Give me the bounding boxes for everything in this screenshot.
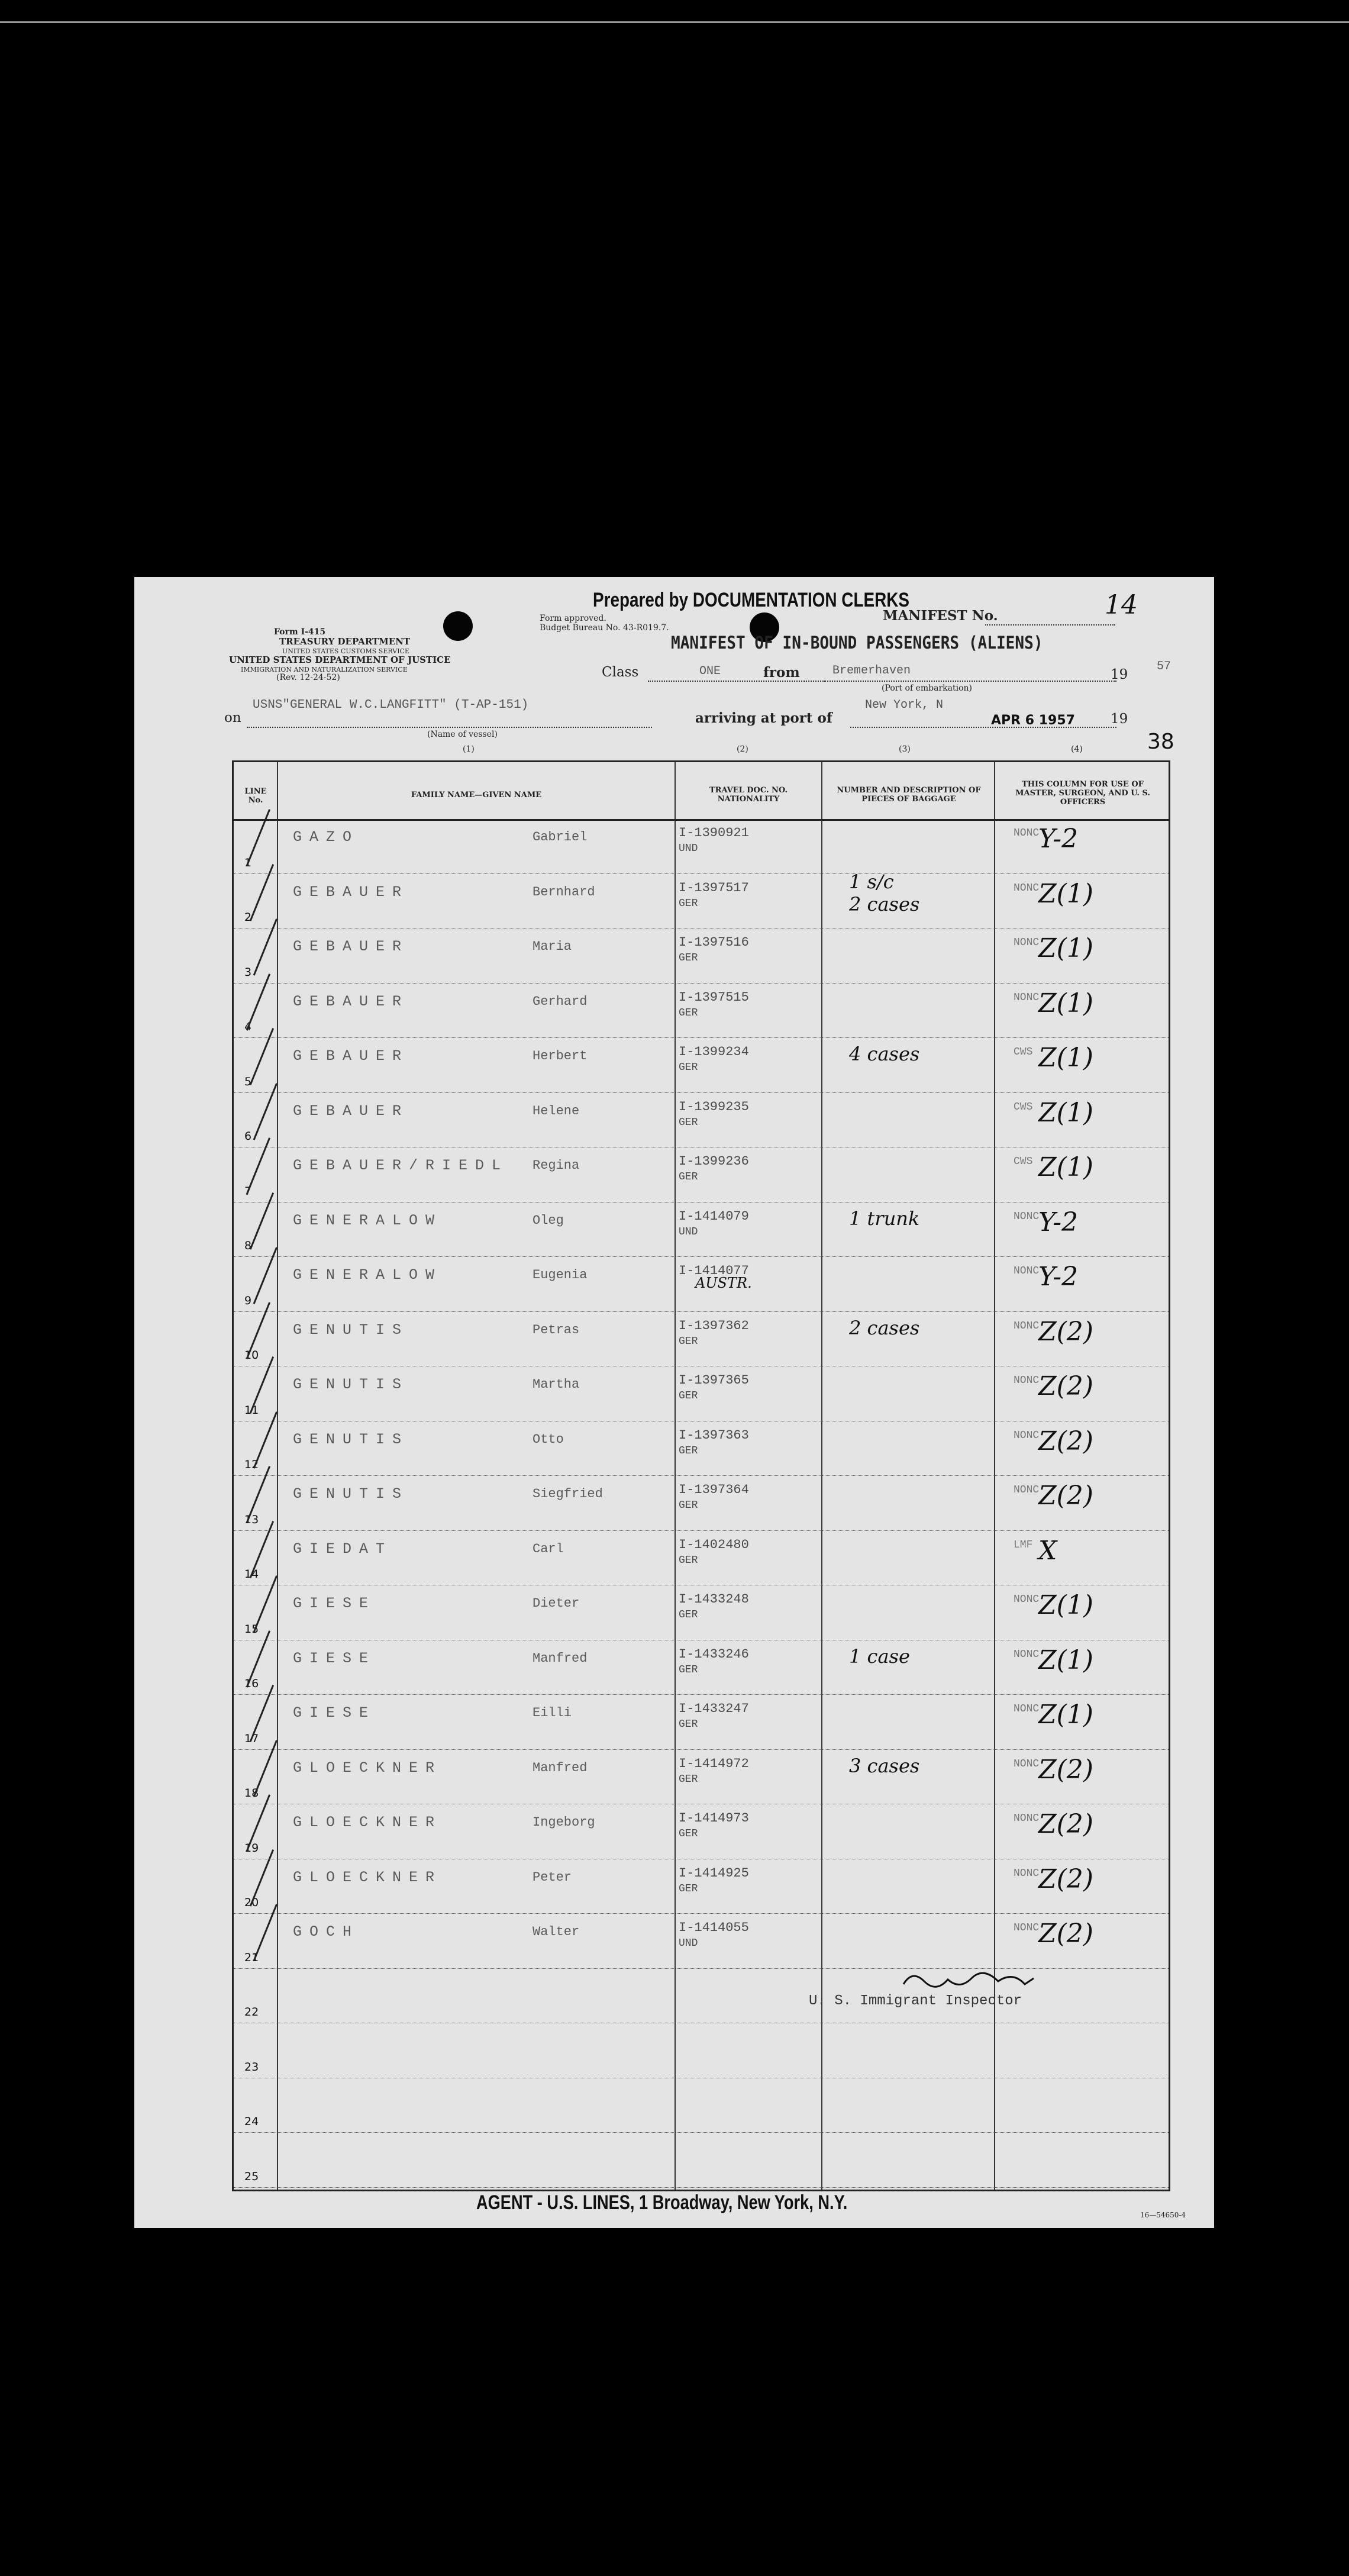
given-name: Oleg bbox=[532, 1213, 564, 1228]
nationality: GER bbox=[679, 1663, 698, 1676]
officer-code: NONC bbox=[1014, 1320, 1040, 1332]
line-number: 2 bbox=[244, 911, 252, 924]
line-number: 18 bbox=[244, 1787, 259, 1800]
line-number: 25 bbox=[244, 2169, 259, 2183]
agent-stamp: AGENT - U.S. LINES, 1 Broadway, New York, N.Y. bbox=[476, 2191, 848, 2214]
year-prefix-2: 19 bbox=[1111, 711, 1128, 727]
nationality: GER bbox=[679, 1554, 698, 1566]
column-number-4: (4) bbox=[1071, 744, 1083, 754]
vessel-caption: (Name of vessel) bbox=[427, 730, 498, 739]
column-number-1: (1) bbox=[463, 744, 475, 754]
officer-code: NONC bbox=[1014, 991, 1040, 1004]
baggage-description: 1 case bbox=[849, 1645, 910, 1668]
year-prefix-1: 19 bbox=[1111, 667, 1128, 682]
line-number: 22 bbox=[244, 2006, 259, 2019]
family-name: GEBAUER bbox=[293, 1047, 409, 1065]
line-number: 20 bbox=[244, 1896, 259, 1909]
table-row bbox=[234, 1640, 1169, 1695]
nationality: GER bbox=[679, 1335, 698, 1347]
line-number: 19 bbox=[244, 1841, 259, 1855]
inspector-caption: U. S. Immigrant Inspector bbox=[809, 1993, 1022, 2009]
manifest-no-label: MANIFEST No. bbox=[883, 608, 998, 624]
nationality: GER bbox=[679, 1007, 698, 1019]
travel-doc-number: I-1397515 bbox=[679, 989, 749, 1005]
officer-mark: Z(2) bbox=[1038, 1919, 1093, 1949]
nationality: GER bbox=[679, 1773, 698, 1785]
table-row bbox=[234, 870, 1169, 929]
family-name: GLOECKNER bbox=[293, 1868, 443, 1886]
travel-doc-number: I-1397517 bbox=[679, 880, 749, 895]
manifest-number: 14 bbox=[1105, 590, 1138, 620]
family-name: GEBAUER bbox=[293, 1102, 409, 1120]
line-number: 16 bbox=[244, 1677, 259, 1690]
treasury-dept: TREASURY DEPARTMENT bbox=[279, 636, 411, 647]
officer-mark: Z(1) bbox=[1038, 1700, 1093, 1730]
line-number: 5 bbox=[244, 1075, 252, 1088]
baggage-description: 2 cases bbox=[849, 1316, 920, 1339]
table-row bbox=[234, 1421, 1169, 1476]
family-name: GIESE bbox=[293, 1649, 376, 1667]
nationality: UND bbox=[679, 1226, 698, 1238]
class-line bbox=[648, 681, 825, 682]
table-row bbox=[234, 1366, 1169, 1421]
table-row bbox=[234, 1750, 1169, 1805]
column-number-2: (2) bbox=[737, 744, 748, 754]
given-name: Petras bbox=[532, 1322, 580, 1337]
travel-doc-number: I-1397364 bbox=[679, 1482, 749, 1497]
officer-code: NONC bbox=[1014, 827, 1040, 839]
table-row bbox=[234, 1147, 1169, 1202]
officer-mark: X bbox=[1038, 1535, 1057, 1566]
officer-mark: Z(2) bbox=[1038, 1809, 1093, 1839]
officer-code: NONC bbox=[1014, 1375, 1040, 1387]
given-name: Eugenia bbox=[532, 1268, 588, 1282]
travel-doc-number: I-1399234 bbox=[679, 1044, 749, 1059]
travel-doc-number: I-1397365 bbox=[679, 1373, 749, 1388]
officer-mark: Z(1) bbox=[1038, 1645, 1093, 1675]
column-travel-doc: TRAVEL DOC. NO. NATIONALITY bbox=[709, 786, 788, 804]
table-row bbox=[234, 1531, 1169, 1586]
family-name: GENUTIS bbox=[293, 1376, 409, 1393]
travel-doc-number: I-1399235 bbox=[679, 1099, 749, 1114]
ins-service: IMMIGRATION AND NATURALIZATION SERVICE bbox=[241, 666, 408, 673]
baggage-description: 1 s/c 2 cases bbox=[849, 870, 920, 915]
given-name: Otto bbox=[532, 1432, 564, 1447]
officer-code: NONC bbox=[1014, 1867, 1040, 1879]
nationality: GER bbox=[679, 1500, 698, 1511]
line-number: 15 bbox=[244, 1622, 259, 1636]
officer-code: NONC bbox=[1014, 1813, 1040, 1824]
line-number: 11 bbox=[244, 1403, 259, 1417]
family-name: GIEDAT bbox=[293, 1540, 393, 1558]
line-number: 6 bbox=[244, 1130, 252, 1143]
family-name: GENUTIS bbox=[293, 1430, 409, 1448]
table-row bbox=[234, 2133, 1169, 2188]
page-number: 38 bbox=[1147, 730, 1174, 754]
family-name: GENERALOW bbox=[293, 1266, 443, 1284]
travel-doc-number: I-1433248 bbox=[679, 1592, 749, 1607]
on-label: on bbox=[224, 710, 241, 726]
line-number: 9 bbox=[244, 1294, 252, 1307]
officer-mark: Z(1) bbox=[1038, 933, 1093, 963]
table-row bbox=[234, 1202, 1169, 1258]
line-number: 1 bbox=[244, 856, 252, 869]
table-row bbox=[234, 1585, 1169, 1640]
form-number: Form I-415 bbox=[274, 627, 326, 637]
nationality: AUSTR. bbox=[695, 1275, 752, 1291]
nationality: GER bbox=[679, 952, 698, 964]
officer-mark: Z(1) bbox=[1038, 1152, 1093, 1182]
given-name: Maria bbox=[532, 939, 572, 954]
scan-top-rule bbox=[0, 21, 1349, 23]
family-name: GEBAUER bbox=[293, 938, 409, 955]
officer-mark: Z(1) bbox=[1038, 1590, 1093, 1620]
column-line-no: LINE No. bbox=[244, 787, 267, 805]
family-name: GENUTIS bbox=[293, 1485, 409, 1503]
footer-code: 16—54650-4 bbox=[1140, 2211, 1186, 2219]
year-suffix-1: 57 bbox=[1157, 660, 1172, 673]
check-mark bbox=[246, 809, 270, 866]
officer-mark: Z(2) bbox=[1038, 1864, 1093, 1894]
officer-mark: Z(1) bbox=[1038, 1043, 1093, 1073]
justice-dept: UNITED STATES DEPARTMENT OF JUSTICE bbox=[229, 655, 451, 665]
given-name: Herbert bbox=[532, 1049, 588, 1063]
arrival-line bbox=[850, 727, 1116, 728]
column-number-3: (3) bbox=[899, 744, 911, 754]
family-name: GAZO bbox=[293, 828, 360, 846]
travel-doc-number: I-1433247 bbox=[679, 1701, 749, 1716]
arrival-port: New York, N bbox=[865, 698, 944, 712]
given-name: Bernhard bbox=[532, 884, 595, 899]
officer-mark: Z(1) bbox=[1038, 878, 1093, 909]
given-name: Ingeborg bbox=[532, 1815, 595, 1830]
officer-mark: Z(1) bbox=[1038, 988, 1093, 1018]
line-number: 8 bbox=[244, 1239, 252, 1252]
punch-hole bbox=[443, 611, 473, 641]
given-name: Siegfried bbox=[532, 1487, 603, 1501]
table-row bbox=[234, 1695, 1169, 1750]
travel-doc-number: I-1414973 bbox=[679, 1811, 749, 1826]
class-value: ONE bbox=[699, 665, 721, 678]
officer-code: NONC bbox=[1014, 1594, 1040, 1605]
officer-code: NONC bbox=[1014, 1648, 1040, 1661]
arriving-label: arriving at port of bbox=[695, 710, 832, 726]
table-row bbox=[234, 1476, 1169, 1531]
line-number: 12 bbox=[244, 1458, 259, 1471]
travel-doc-number: I-1399236 bbox=[679, 1154, 749, 1169]
travel-doc-number: I-1397516 bbox=[679, 935, 749, 950]
given-name: Manfred bbox=[532, 1650, 588, 1666]
customs-service: UNITED STATES CUSTOMS SERVICE bbox=[282, 647, 409, 655]
officer-mark: Z(2) bbox=[1038, 1426, 1093, 1456]
given-name: Walter bbox=[532, 1924, 580, 1939]
officer-code: NONC bbox=[1014, 1210, 1040, 1223]
officer-mark: Z(2) bbox=[1038, 1754, 1093, 1785]
manifest-no-line bbox=[985, 624, 1115, 626]
table-row bbox=[234, 1038, 1169, 1093]
given-name: Helene bbox=[532, 1103, 580, 1118]
baggage-description: 4 cases bbox=[849, 1043, 920, 1065]
vessel-name: USNS"GENERAL W.C.LANGFITT" (T-AP-151) bbox=[253, 698, 529, 712]
table-row bbox=[234, 1914, 1169, 1969]
arrival-date-stamp: APR 6 1957 bbox=[991, 713, 1075, 728]
table-row bbox=[234, 2078, 1169, 2133]
officer-code: NONC bbox=[1014, 937, 1040, 949]
given-name: Martha bbox=[532, 1377, 580, 1392]
vessel-line bbox=[247, 727, 652, 728]
officer-mark: Z(2) bbox=[1038, 1316, 1093, 1347]
nationality: GER bbox=[679, 1609, 698, 1621]
family-name: GEBAUER bbox=[293, 883, 409, 901]
travel-doc-number: I-1414079 bbox=[679, 1208, 749, 1224]
column-name: FAMILY NAME—GIVEN NAME bbox=[411, 791, 542, 799]
officer-mark: Y-2 bbox=[1038, 1207, 1079, 1237]
officer-code: CWS bbox=[1014, 1101, 1033, 1113]
officer-mark: Y-2 bbox=[1038, 824, 1079, 854]
family-name: GENUTIS bbox=[293, 1321, 409, 1339]
travel-doc-number: I-1390921 bbox=[679, 826, 749, 840]
manifest-sheet bbox=[134, 577, 1214, 2228]
given-name: Gerhard bbox=[532, 994, 588, 1009]
family-name: GOCH bbox=[293, 1923, 360, 1940]
line-number: 7 bbox=[244, 1184, 252, 1198]
form-approved: Form approved. bbox=[540, 614, 606, 623]
family-name: GENERALOW bbox=[293, 1211, 443, 1229]
table-row bbox=[234, 2023, 1169, 2078]
table-row bbox=[234, 1312, 1169, 1367]
nationality: UND bbox=[679, 843, 698, 855]
travel-doc-number: I-1414077 bbox=[679, 1263, 749, 1278]
travel-doc-number: I-1414055 bbox=[679, 1920, 749, 1935]
documentation-clerks-stamp: Prepared by DOCUMENTATION CLERKS bbox=[593, 589, 909, 611]
nationality: GER bbox=[679, 1828, 698, 1840]
table-row bbox=[234, 1859, 1169, 1914]
table-row bbox=[234, 984, 1169, 1039]
baggage-description: 1 trunk bbox=[849, 1207, 920, 1230]
line-number: 23 bbox=[244, 2060, 259, 2074]
line-number: 4 bbox=[244, 1020, 252, 1033]
travel-doc-number: I-1414925 bbox=[679, 1865, 749, 1881]
line-number: 3 bbox=[244, 965, 252, 979]
nationality: GER bbox=[679, 1390, 698, 1402]
nationality: GER bbox=[679, 1882, 698, 1895]
line-number: 14 bbox=[244, 1568, 259, 1581]
line-number: 24 bbox=[244, 2115, 259, 2128]
from-label: from bbox=[763, 665, 800, 681]
officer-code: NONC bbox=[1014, 1758, 1040, 1770]
from-line bbox=[804, 681, 1116, 682]
nationality: GER bbox=[679, 1062, 698, 1073]
table-row bbox=[234, 819, 1169, 874]
family-name: GLOECKNER bbox=[293, 1814, 443, 1831]
revision-date: (Rev. 12-24-52) bbox=[276, 673, 340, 682]
nationality: GER bbox=[679, 1116, 698, 1129]
class-label: Class bbox=[602, 665, 639, 680]
nationality: GER bbox=[679, 897, 698, 910]
table-row bbox=[234, 1093, 1169, 1148]
officer-code: CWS bbox=[1014, 1046, 1033, 1058]
officer-code: NONC bbox=[1014, 882, 1040, 894]
officer-code: NONC bbox=[1014, 1922, 1040, 1934]
travel-doc-number: I-1433246 bbox=[679, 1646, 749, 1662]
family-name: GEBAUER/RIEDL bbox=[293, 1157, 509, 1174]
port-embarkation-caption: (Port of embarkation) bbox=[882, 684, 972, 693]
nationality: UND bbox=[679, 1937, 698, 1949]
travel-doc-number: I-1397363 bbox=[679, 1427, 749, 1443]
family-name: GIESE bbox=[293, 1595, 376, 1612]
given-name: Carl bbox=[532, 1541, 564, 1556]
baggage-description: 3 cases bbox=[849, 1754, 920, 1777]
officer-code: NONC bbox=[1014, 1265, 1040, 1277]
travel-doc-number: I-1402480 bbox=[679, 1537, 749, 1552]
travel-doc-number: I-1414972 bbox=[679, 1756, 749, 1771]
given-name: Gabriel bbox=[532, 830, 588, 844]
given-name: Peter bbox=[532, 1869, 572, 1885]
given-name: Manfred bbox=[532, 1760, 588, 1775]
column-officers: THIS COLUMN FOR USE OF MASTER, SURGEON, AND U. S. OFFICERS bbox=[1015, 780, 1150, 807]
line-number: 21 bbox=[244, 1950, 259, 1964]
nationality: GER bbox=[679, 1719, 698, 1730]
officer-code: NONC bbox=[1014, 1703, 1040, 1715]
table-row bbox=[234, 1804, 1169, 1859]
line-number: 10 bbox=[244, 1349, 259, 1362]
family-name: GEBAUER bbox=[293, 992, 409, 1010]
officer-code: LMF bbox=[1014, 1539, 1033, 1551]
line-number: 17 bbox=[244, 1732, 259, 1745]
officer-mark: Z(1) bbox=[1038, 1097, 1093, 1128]
given-name: Dieter bbox=[532, 1596, 580, 1611]
manifest-title: MANIFEST OF IN-BOUND PASSENGERS (ALIENS) bbox=[671, 633, 1043, 653]
given-name: Regina bbox=[532, 1158, 580, 1173]
table-row bbox=[234, 1257, 1169, 1312]
budget-bureau: Budget Bureau No. 43-R019.7. bbox=[540, 623, 669, 633]
officer-code: NONC bbox=[1014, 1429, 1040, 1442]
from-value: Bremerhaven bbox=[832, 664, 911, 678]
family-name: GIESE bbox=[293, 1704, 376, 1721]
officer-mark: Z(2) bbox=[1038, 1481, 1093, 1511]
officer-code: NONC bbox=[1014, 1484, 1040, 1496]
table-row bbox=[234, 928, 1169, 984]
officer-code: CWS bbox=[1014, 1156, 1033, 1168]
officer-mark: Z(2) bbox=[1038, 1371, 1093, 1401]
officer-mark: Y-2 bbox=[1038, 1262, 1079, 1292]
travel-doc-number: I-1397362 bbox=[679, 1318, 749, 1333]
nationality: GER bbox=[679, 1171, 698, 1183]
line-number: 13 bbox=[244, 1513, 259, 1526]
family-name: GLOECKNER bbox=[293, 1759, 443, 1777]
given-name: Eilli bbox=[532, 1705, 572, 1720]
nationality: GER bbox=[679, 1445, 698, 1457]
column-baggage: NUMBER AND DESCRIPTION OF PIECES OF BAGGAGE bbox=[837, 786, 981, 804]
